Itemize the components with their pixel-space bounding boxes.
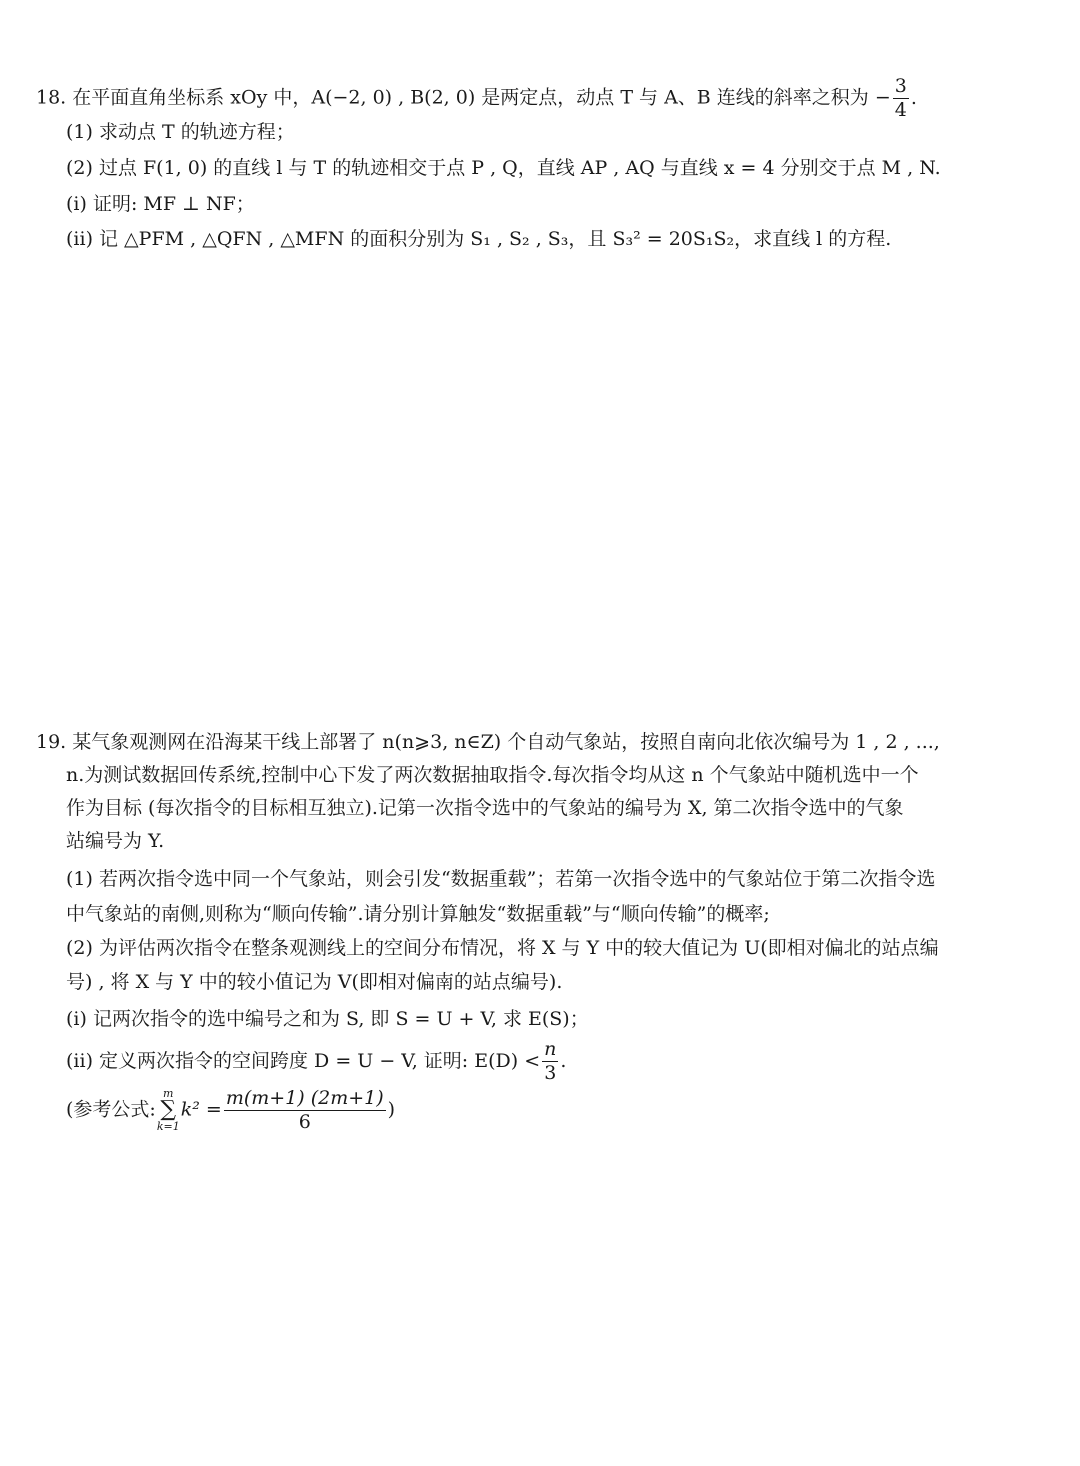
sigma-glyph: ∑	[160, 1097, 177, 1122]
reference-formula-label: (参考公式:	[66, 1098, 156, 1121]
summation-symbol	[157, 1088, 180, 1132]
slope-denominator: 4	[894, 99, 907, 121]
problem-19-sub-ii	[66, 1040, 566, 1083]
problem-19-part-1-b: 中气象站的南侧,则称为“顺向传输”.请分别计算触发“数据重载”与“顺向传输”的概率;	[66, 903, 770, 925]
reference-formula	[66, 1088, 395, 1132]
n-over-3-numerator: n	[544, 1038, 557, 1060]
problem-19-sub-ii-text: (ii) 定义两次指令的空间跨度 D = U − V, 证明: E(D) <	[66, 1050, 541, 1072]
problem-19-part-2-b: 号) , 将 X 与 Y 中的较小值记为 V(即相对偏南的站点编号).	[66, 971, 563, 993]
problem-19-line-4: 站编号为 Y.	[66, 830, 165, 852]
problem-18-sub-i: (i) 证明: MF ⊥ NF；	[66, 193, 255, 215]
problem-18-sub-ii: (ii) 记 △PFM , △QFN , △MFN 的面积分别为 S₁ , S₂ , S₃，且 S₃² = 20S₁S₂，求直线 l 的方程.	[66, 228, 892, 250]
n-over-3-denominator: 3	[544, 1062, 557, 1084]
problem-18-stem-text: 18. 在平面直角坐标系 xOy 中，A(−2, 0) , B(2, 0) 是两定点，动点 T 与 A、B 连线的斜率之积为 −	[36, 86, 891, 109]
reference-formula-denominator: 6	[298, 1110, 311, 1133]
problem-19-part-2-a: (2) 为评估两次指令在整条观测线上的空间分布情况，将 X 与 Y 中的较大值记为 U(即相对偏北的站点编	[66, 937, 939, 959]
summation-upper-limit: m	[163, 1087, 174, 1100]
problem-18-stem	[36, 77, 917, 120]
problem-19-line-1: 19. 某气象观测网在沿海某干线上部署了 n(n⩾3, n∈Z) 个自动气象站，按照自南向北依次编号为 1 , 2 , ...,	[36, 731, 940, 753]
reference-formula-lhs: k² =	[180, 1098, 222, 1121]
problem-19-sub-i: (i) 记两次指令的选中编号之和为 S, 即 S = U + V, 求 E(S)；	[66, 1008, 589, 1030]
reference-formula-fraction	[224, 1086, 386, 1133]
problem-19-line-2: n.为测试数据回传系统,控制中心下发了两次数据抽取指令.每次指令均从这 n 个气象站中随机选中一个	[66, 764, 919, 786]
problem-19-sub-ii-end: .	[560, 1050, 567, 1072]
problem-18-part-1: (1) 求动点 T 的轨迹方程；	[66, 121, 295, 143]
problem-18-part-2: (2) 过点 F(1, 0) 的直线 l 与 T 的轨迹相交于点 P , Q，直线 AP , AQ 与直线 x = 4 分别交于点 M , N.	[66, 157, 941, 179]
slope-numerator: 3	[894, 75, 907, 97]
summation-lower-limit: k=1	[156, 1120, 180, 1133]
problem-19-part-1-a: (1) 若两次指令选中同一个气象站，则会引发“数据重载”；若第一次指令选中的气象站位于第二次指令选	[66, 868, 936, 890]
slope-fraction	[893, 77, 909, 120]
n-over-3-fraction	[542, 1040, 558, 1083]
reference-formula-end: )	[387, 1098, 396, 1121]
problem-18-stem-end: .	[910, 87, 917, 109]
reference-formula-numerator: m(m+1) (2m+1)	[225, 1086, 384, 1109]
problem-19-line-3: 作为目标 (每次指令的目标相互独立).记第一次指令选中的气象站的编号为 X, 第二次指令选中的气象	[66, 797, 904, 819]
